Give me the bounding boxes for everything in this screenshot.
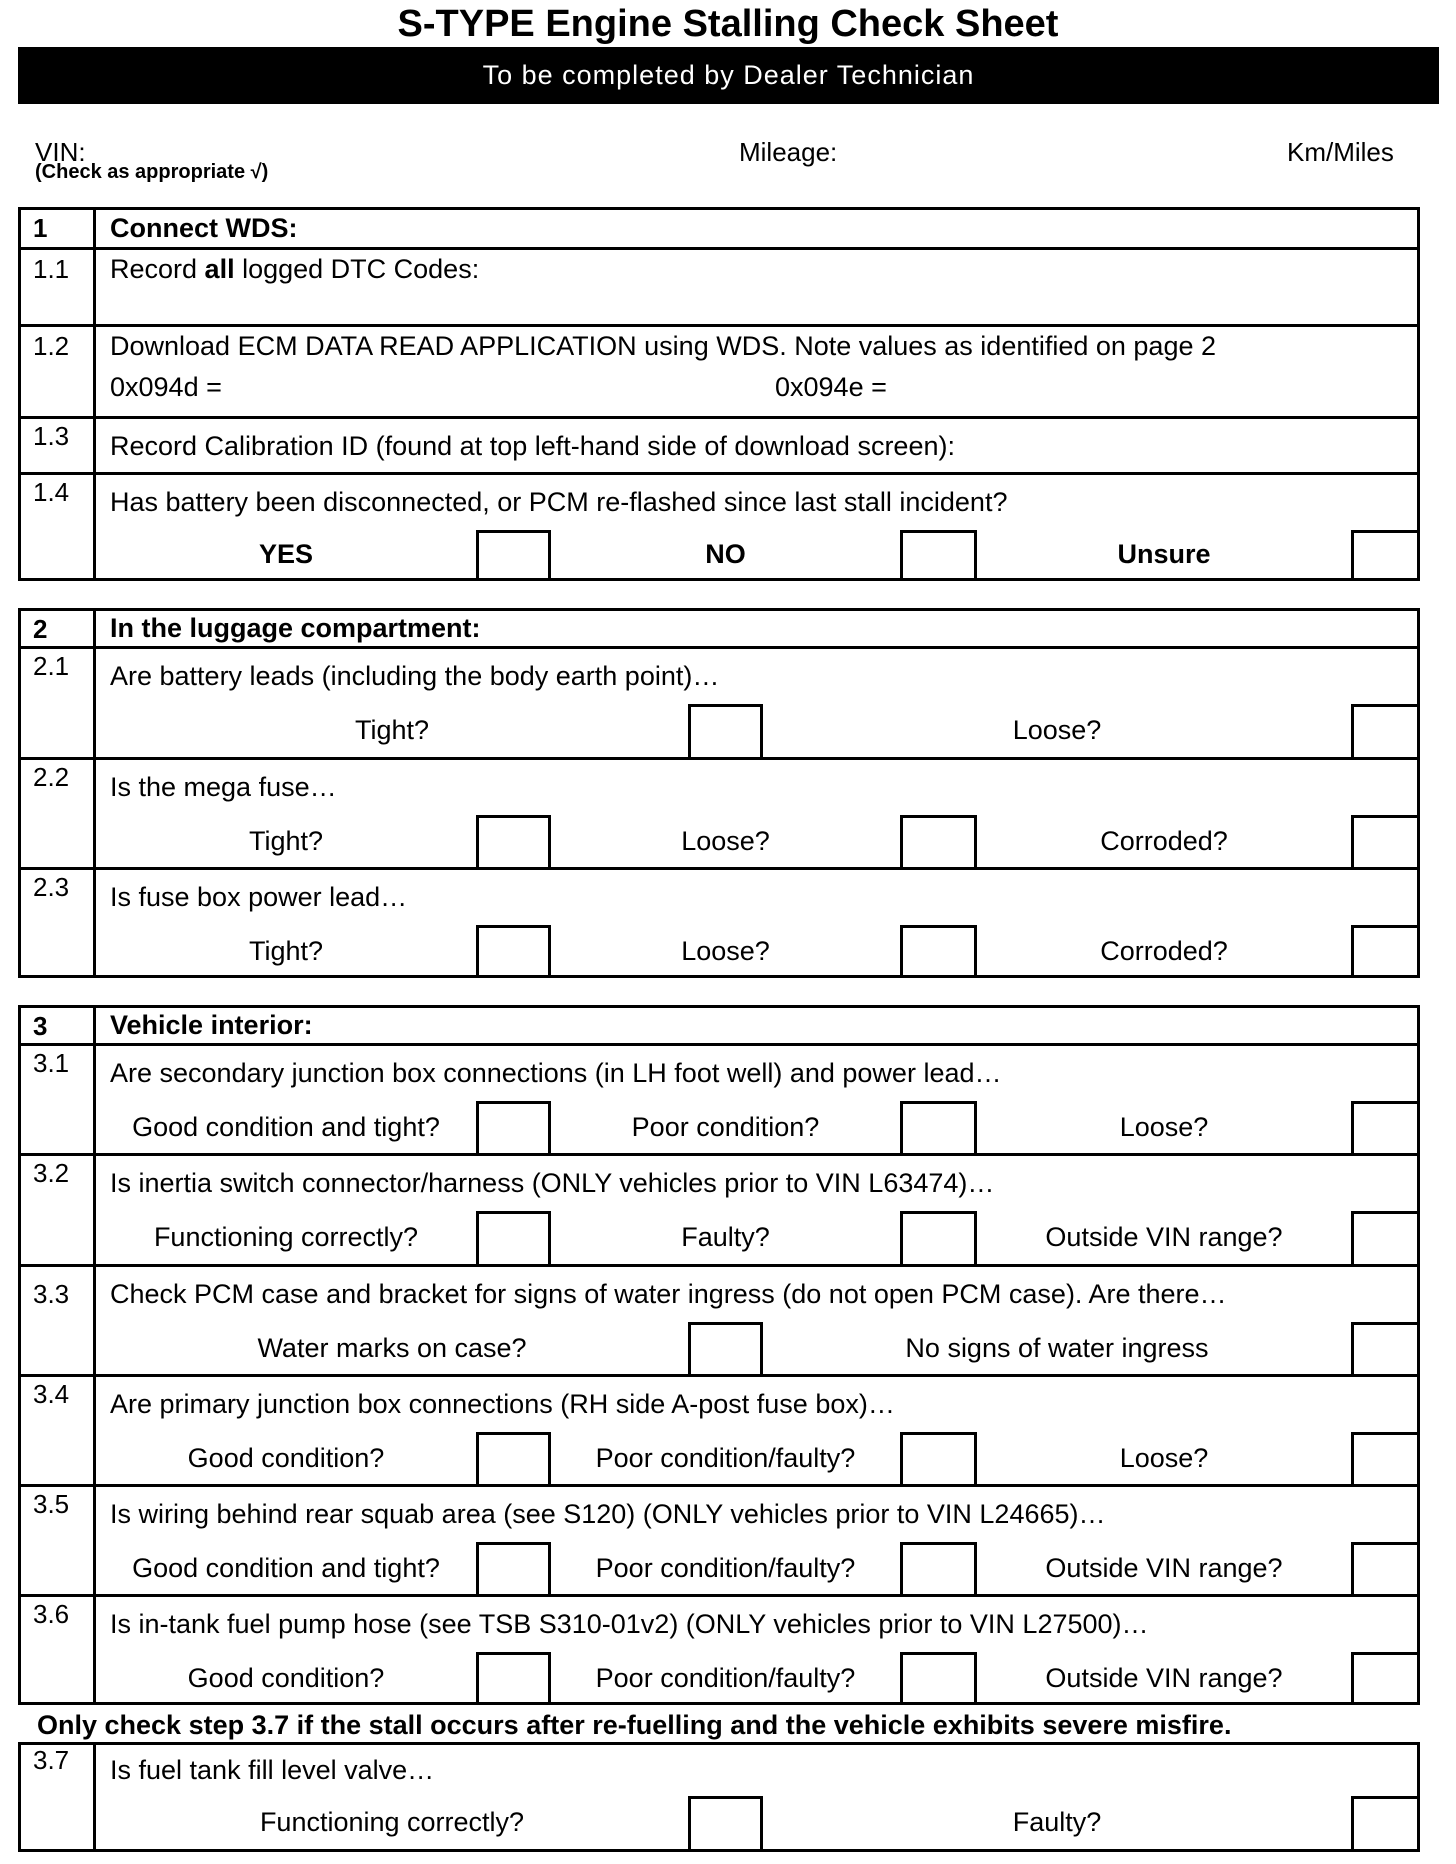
item-3-3 bbox=[21, 1264, 1417, 1374]
value-0x094d-field[interactable] bbox=[226, 371, 626, 405]
option-unsure-checkbox[interactable] bbox=[1351, 530, 1417, 578]
units-label: Km/Miles bbox=[1287, 137, 1394, 167]
option-outside-vin-checkbox[interactable] bbox=[1351, 1652, 1417, 1702]
option-corroded-label: Corroded? bbox=[1100, 936, 1228, 966]
section-title: Connect WDS: bbox=[110, 213, 298, 243]
section-title: Vehicle interior: bbox=[110, 1010, 313, 1040]
item-text: Is fuel tank fill level valve… bbox=[110, 1755, 435, 1785]
option-outside-vin-checkbox[interactable] bbox=[1351, 1542, 1417, 1594]
item-3-2 bbox=[21, 1153, 1417, 1264]
section-3 bbox=[18, 1005, 1420, 1705]
value-0x094e-label: 0x094e = bbox=[775, 372, 887, 402]
section-3-7 bbox=[18, 1742, 1420, 1852]
value-0x094d-label: 0x094d = bbox=[110, 372, 222, 402]
option-poor-checkbox[interactable] bbox=[900, 1542, 977, 1594]
option-functioning-checkbox[interactable] bbox=[688, 1796, 763, 1849]
section-2-header bbox=[21, 611, 1417, 646]
option-loose-checkbox[interactable] bbox=[1351, 704, 1417, 757]
item-number: 3.6 bbox=[21, 1597, 96, 1702]
option-faulty-label: Faulty? bbox=[1012, 1807, 1102, 1837]
item-number: 1.1 bbox=[21, 250, 96, 324]
item-text: Record all logged DTC Codes: bbox=[110, 254, 480, 284]
section-number: 1 bbox=[21, 210, 96, 247]
option-good-label: Good condition? bbox=[187, 1663, 385, 1693]
item-2-1 bbox=[21, 646, 1417, 757]
option-loose-checkbox[interactable] bbox=[1351, 1101, 1417, 1153]
section-number: 2 bbox=[21, 611, 96, 646]
value-0x094e-field[interactable] bbox=[896, 371, 1396, 405]
option-good-checkbox[interactable] bbox=[476, 1542, 551, 1594]
option-functioning-checkbox[interactable] bbox=[476, 1211, 551, 1264]
item-number: 3.5 bbox=[21, 1487, 96, 1594]
section-3-header bbox=[21, 1008, 1417, 1043]
option-loose-checkbox[interactable] bbox=[900, 925, 977, 975]
item-text: Is in-tank fuel pump hose (see TSB S310-01v2) (ONLY vehicles prior to VIN L27500)… bbox=[110, 1609, 1149, 1639]
option-tight-checkbox[interactable] bbox=[476, 925, 551, 975]
option-loose-label: Loose? bbox=[681, 936, 770, 966]
option-faulty-label: Faulty? bbox=[681, 1222, 770, 1252]
item-number: 3.1 bbox=[21, 1046, 96, 1153]
item-text: Are secondary junction box connections (in LH foot well) and power lead… bbox=[110, 1058, 1002, 1088]
option-no-label: NO bbox=[705, 539, 746, 569]
item-text: Record Calibration ID (found at top left-hand side of download screen): bbox=[110, 431, 955, 461]
option-water-marks-label: Water marks on case? bbox=[257, 1333, 527, 1363]
item-2-3 bbox=[21, 867, 1417, 975]
dtc-codes-field[interactable] bbox=[106, 290, 1407, 320]
item-text: Are battery leads (including the body earth point)… bbox=[110, 661, 720, 691]
section-title: In the luggage compartment: bbox=[110, 613, 481, 643]
item-text: Is inertia switch connector/harness (ONLY vehicles prior to VIN L63474)… bbox=[110, 1168, 995, 1198]
option-good-label: Good condition and tight? bbox=[132, 1553, 440, 1583]
option-faulty-checkbox[interactable] bbox=[900, 1211, 977, 1264]
item-1-4 bbox=[21, 472, 1417, 578]
option-corroded-checkbox[interactable] bbox=[1351, 925, 1417, 975]
option-poor-label: Poor condition/faulty? bbox=[595, 1553, 856, 1583]
option-unsure-label: Unsure bbox=[1117, 539, 1211, 569]
item-number: 3.4 bbox=[21, 1377, 96, 1484]
option-loose-label: Loose? bbox=[1119, 1443, 1209, 1473]
item-text: Has battery been disconnected, or PCM re-flashed since last stall incident? bbox=[110, 487, 1008, 517]
item-1-2 bbox=[21, 324, 1417, 416]
option-loose-label: Loose? bbox=[1119, 1112, 1209, 1142]
item-number: 1.2 bbox=[21, 327, 96, 416]
item-number: 1.3 bbox=[21, 419, 96, 472]
section-2 bbox=[18, 608, 1420, 978]
item-number: 2.2 bbox=[21, 760, 96, 867]
option-good-label: Good condition? bbox=[187, 1443, 385, 1473]
item-3-5 bbox=[21, 1484, 1417, 1594]
option-faulty-checkbox[interactable] bbox=[1351, 1796, 1417, 1849]
vin-label: VIN: bbox=[35, 137, 86, 167]
item-text: Check PCM case and bracket for signs of water ingress (do not open PCM case). Are there… bbox=[110, 1279, 1227, 1309]
option-corroded-checkbox[interactable] bbox=[1351, 815, 1417, 867]
option-tight-label: Tight? bbox=[354, 715, 430, 745]
option-poor-checkbox[interactable] bbox=[900, 1101, 977, 1153]
option-water-marks-checkbox[interactable] bbox=[688, 1322, 763, 1374]
option-tight-label: Tight? bbox=[248, 826, 324, 856]
option-outside-vin-checkbox[interactable] bbox=[1351, 1211, 1417, 1264]
option-loose-label: Loose? bbox=[1012, 715, 1102, 745]
option-good-checkbox[interactable] bbox=[476, 1101, 551, 1153]
check-instruction: (Check as appropriate √) bbox=[35, 161, 269, 183]
option-corroded-label: Corroded? bbox=[1100, 826, 1228, 856]
item-number: 2.1 bbox=[21, 649, 96, 757]
option-good-checkbox[interactable] bbox=[476, 1432, 551, 1484]
instruction-banner: To be completed by Dealer Technician bbox=[18, 47, 1439, 104]
option-no-checkbox[interactable] bbox=[900, 530, 977, 578]
option-tight-checkbox[interactable] bbox=[688, 704, 763, 757]
option-functioning-label: Functioning correctly? bbox=[153, 1222, 419, 1252]
option-yes-checkbox[interactable] bbox=[476, 530, 551, 578]
option-loose-checkbox[interactable] bbox=[1351, 1432, 1417, 1484]
mileage-field[interactable] bbox=[860, 134, 1280, 166]
option-good-checkbox[interactable] bbox=[476, 1652, 551, 1702]
section-number: 3 bbox=[21, 1008, 96, 1043]
item-number: 1.4 bbox=[21, 475, 96, 578]
option-yes-label: YES bbox=[258, 539, 314, 569]
option-loose-checkbox[interactable] bbox=[900, 815, 977, 867]
item-1-3 bbox=[21, 416, 1417, 472]
item-text: Is wiring behind rear squab area (see S120) (ONLY vehicles prior to VIN L24665)… bbox=[110, 1499, 1106, 1529]
option-outside-vin-label: Outside VIN range? bbox=[1045, 1222, 1283, 1252]
option-poor-checkbox[interactable] bbox=[900, 1652, 977, 1702]
option-poor-label: Poor condition/faulty? bbox=[595, 1663, 856, 1693]
item-text: Download ECM DATA READ APPLICATION using WDS. Note values as identified on page 2 bbox=[110, 331, 1216, 361]
item-text: Are primary junction box connections (RH side A-post fuse box)… bbox=[110, 1389, 895, 1419]
option-tight-label: Tight? bbox=[248, 936, 324, 966]
item-3-6 bbox=[21, 1594, 1417, 1702]
page-title: S-TYPE Engine Stalling Check Sheet bbox=[397, 3, 1059, 45]
item-number: 2.3 bbox=[21, 870, 96, 975]
option-poor-label: Poor condition? bbox=[631, 1112, 820, 1142]
option-good-label: Good condition and tight? bbox=[132, 1112, 440, 1142]
option-tight-checkbox[interactable] bbox=[476, 815, 551, 867]
section-1-header bbox=[21, 210, 1417, 247]
option-poor-checkbox[interactable] bbox=[900, 1432, 977, 1484]
item-2-2 bbox=[21, 757, 1417, 867]
item-3-7 bbox=[21, 1745, 1417, 1849]
item-number: 3.7 bbox=[21, 1745, 96, 1849]
mileage-label: Mileage: bbox=[739, 137, 838, 167]
section-1 bbox=[18, 207, 1420, 581]
option-outside-vin-label: Outside VIN range? bbox=[1045, 1663, 1283, 1693]
item-1-1 bbox=[21, 247, 1417, 324]
step-3-7-note: Only check step 3.7 if the stall occurs after re-fuelling and the vehicle exhibits severe misfire. bbox=[37, 1710, 1232, 1740]
option-no-water-checkbox[interactable] bbox=[1351, 1322, 1417, 1374]
option-poor-label: Poor condition/faulty? bbox=[595, 1443, 856, 1473]
option-loose-label: Loose? bbox=[681, 826, 770, 856]
item-text: Is fuse box power lead… bbox=[110, 882, 408, 912]
option-no-water-label: No signs of water ingress bbox=[905, 1333, 1209, 1363]
item-text: Is the mega fuse… bbox=[110, 772, 337, 802]
item-3-4 bbox=[21, 1374, 1417, 1484]
option-outside-vin-label: Outside VIN range? bbox=[1045, 1553, 1283, 1583]
item-number: 3.2 bbox=[21, 1156, 96, 1264]
item-3-1 bbox=[21, 1043, 1417, 1153]
option-functioning-label: Functioning correctly? bbox=[259, 1807, 525, 1837]
item-number: 3.3 bbox=[21, 1267, 96, 1374]
